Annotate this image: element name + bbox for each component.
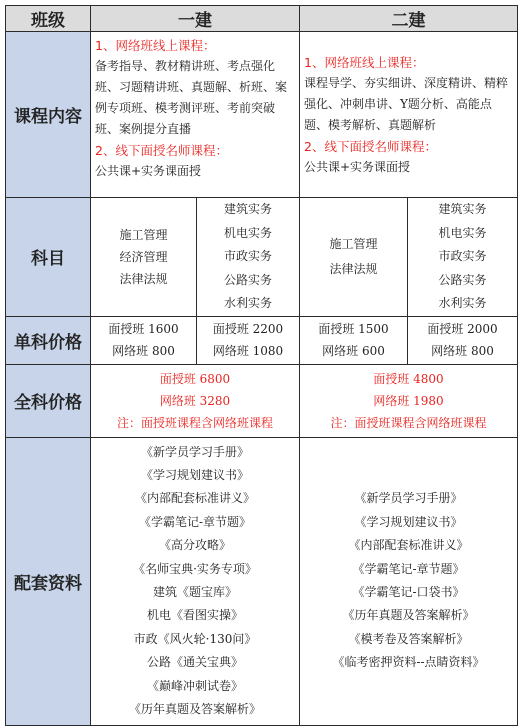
subject-item: 水利实务 bbox=[438, 296, 487, 310]
price-item: 网络班 600 bbox=[322, 344, 385, 358]
material-item: 建筑《题宝库》 bbox=[152, 585, 237, 599]
material-item: 《名师宝典·实务专项》 bbox=[133, 561, 257, 576]
material-item: 《巅峰冲刺试卷》 bbox=[146, 678, 243, 693]
subject-item: 机电实务 bbox=[438, 225, 487, 240]
subjects-erjian-practice bbox=[408, 198, 518, 317]
fullprice-item: 面授班 4800 bbox=[373, 371, 444, 386]
erjian-online-title: 1、网络班线上课程： bbox=[304, 54, 425, 70]
subject-item: 建筑实务 bbox=[223, 202, 272, 216]
yijian-offline-text: 公共课+实务课面授 bbox=[95, 164, 202, 178]
subject-item: 经济管理 bbox=[119, 249, 168, 264]
erjian-offline-title: 2、线下面授名师课程： bbox=[304, 138, 437, 154]
subject-item: 公路实务 bbox=[223, 272, 272, 287]
fullprice-note: 注：面授班课程含网络班课程 bbox=[116, 415, 273, 430]
material-item: 《内部配套标准讲义》 bbox=[348, 538, 469, 553]
subject-item: 公路实务 bbox=[438, 272, 487, 287]
yijian-online-text: 备考指导、教材精讲班、考点强化班、习题精讲班、真题解、析班、案例专项班、模考测评班、考前突破班、案例提分直播 bbox=[95, 59, 288, 136]
price-item: 面授班 2000 bbox=[427, 322, 498, 336]
price-erjian-practice bbox=[408, 316, 518, 364]
fullprice-item: 面授班 6800 bbox=[159, 371, 231, 386]
material-item: 《模考卷及答案解析》 bbox=[348, 631, 469, 646]
yijian-offline-title: 2、线下面授名师课程： bbox=[95, 143, 228, 158]
erjian-online-text: 课程导学、夯实细讲、深度精讲、精粹强化、冲刺串讲、Y题分析、高能点题、模考解析、真题解析 bbox=[304, 75, 509, 132]
fullprice-item: 网络班 1980 bbox=[373, 393, 444, 408]
material-item: 《新学员学习手册》 bbox=[354, 491, 463, 506]
subject-item: 建筑实务 bbox=[438, 202, 487, 216]
erjian-offline-text: 公共课+实务课面授 bbox=[304, 159, 411, 174]
price-item: 面授班 2200 bbox=[212, 322, 284, 336]
price-item: 网络班 1080 bbox=[212, 344, 284, 358]
subject-item: 施工管理 bbox=[119, 227, 168, 242]
material-item: 《内部配套标准讲义》 bbox=[134, 491, 255, 506]
subject-item: 法律法规 bbox=[119, 271, 168, 286]
subjects-erjian-common bbox=[300, 198, 408, 317]
materials-yijian bbox=[91, 437, 300, 725]
header-erjian: 二建 bbox=[300, 6, 518, 32]
material-item: 《高分攻略》 bbox=[158, 538, 231, 553]
fullprice-item: 网络班 3280 bbox=[159, 393, 231, 408]
course-table bbox=[5, 5, 518, 726]
price-item: 网络班 800 bbox=[112, 344, 175, 358]
material-item: 《学霸笔记-口袋书》 bbox=[352, 585, 465, 599]
yijian-online-title: 1、网络班线上课程： bbox=[95, 38, 216, 53]
price-item: 面授班 1600 bbox=[108, 322, 179, 336]
subjects-yijian-practice bbox=[197, 198, 300, 317]
course-yijian bbox=[91, 32, 300, 198]
material-item: 《历年真题及答案解析》 bbox=[128, 702, 261, 717]
header-yijian: 一建 bbox=[91, 6, 300, 32]
subject-item: 施工管理 bbox=[329, 236, 378, 251]
material-item: 《学霸笔记-章节题》 bbox=[138, 514, 252, 529]
material-item: 《历年真题及答案解析》 bbox=[342, 608, 475, 623]
fullprice-yijian bbox=[91, 364, 300, 437]
fullprice-erjian bbox=[300, 364, 518, 437]
material-item: 《学习规划建议书》 bbox=[140, 467, 249, 482]
subject-item: 市政实务 bbox=[223, 249, 272, 263]
header-class: 班级 bbox=[6, 6, 91, 32]
price-yijian-common bbox=[91, 316, 197, 364]
price-item: 网络班 800 bbox=[431, 344, 494, 358]
price-yijian-practice bbox=[197, 316, 300, 364]
label-full-price: 全科价格 bbox=[6, 364, 91, 437]
material-item: 《临考密押资料--点睛资料》 bbox=[332, 655, 485, 670]
subjects-yijian-common bbox=[91, 198, 197, 317]
material-item: 公路《通关宝典》 bbox=[146, 655, 243, 670]
material-item: 《新学员学习手册》 bbox=[140, 444, 249, 459]
price-erjian-common bbox=[300, 316, 408, 364]
course-erjian bbox=[300, 32, 518, 198]
material-item: 机电《看图实操》 bbox=[146, 608, 243, 623]
material-item: 《学习规划建议书》 bbox=[354, 514, 463, 529]
subject-item: 水利实务 bbox=[223, 296, 272, 310]
label-subjects: 科目 bbox=[6, 198, 91, 317]
fullprice-note: 注：面授班课程含网络班课程 bbox=[330, 415, 487, 430]
label-course: 课程内容 bbox=[6, 32, 91, 198]
label-single-price: 单科价格 bbox=[6, 316, 91, 364]
subject-item: 法律法规 bbox=[329, 261, 378, 276]
label-materials: 配套资料 bbox=[6, 437, 91, 725]
materials-erjian bbox=[300, 437, 518, 725]
subject-item: 市政实务 bbox=[438, 249, 487, 263]
material-item: 市政《风火轮·130问》 bbox=[133, 631, 257, 646]
price-item: 面授班 1500 bbox=[318, 322, 389, 336]
material-item: 《学霸笔记-章节题》 bbox=[352, 561, 465, 576]
subject-item: 机电实务 bbox=[223, 225, 272, 240]
